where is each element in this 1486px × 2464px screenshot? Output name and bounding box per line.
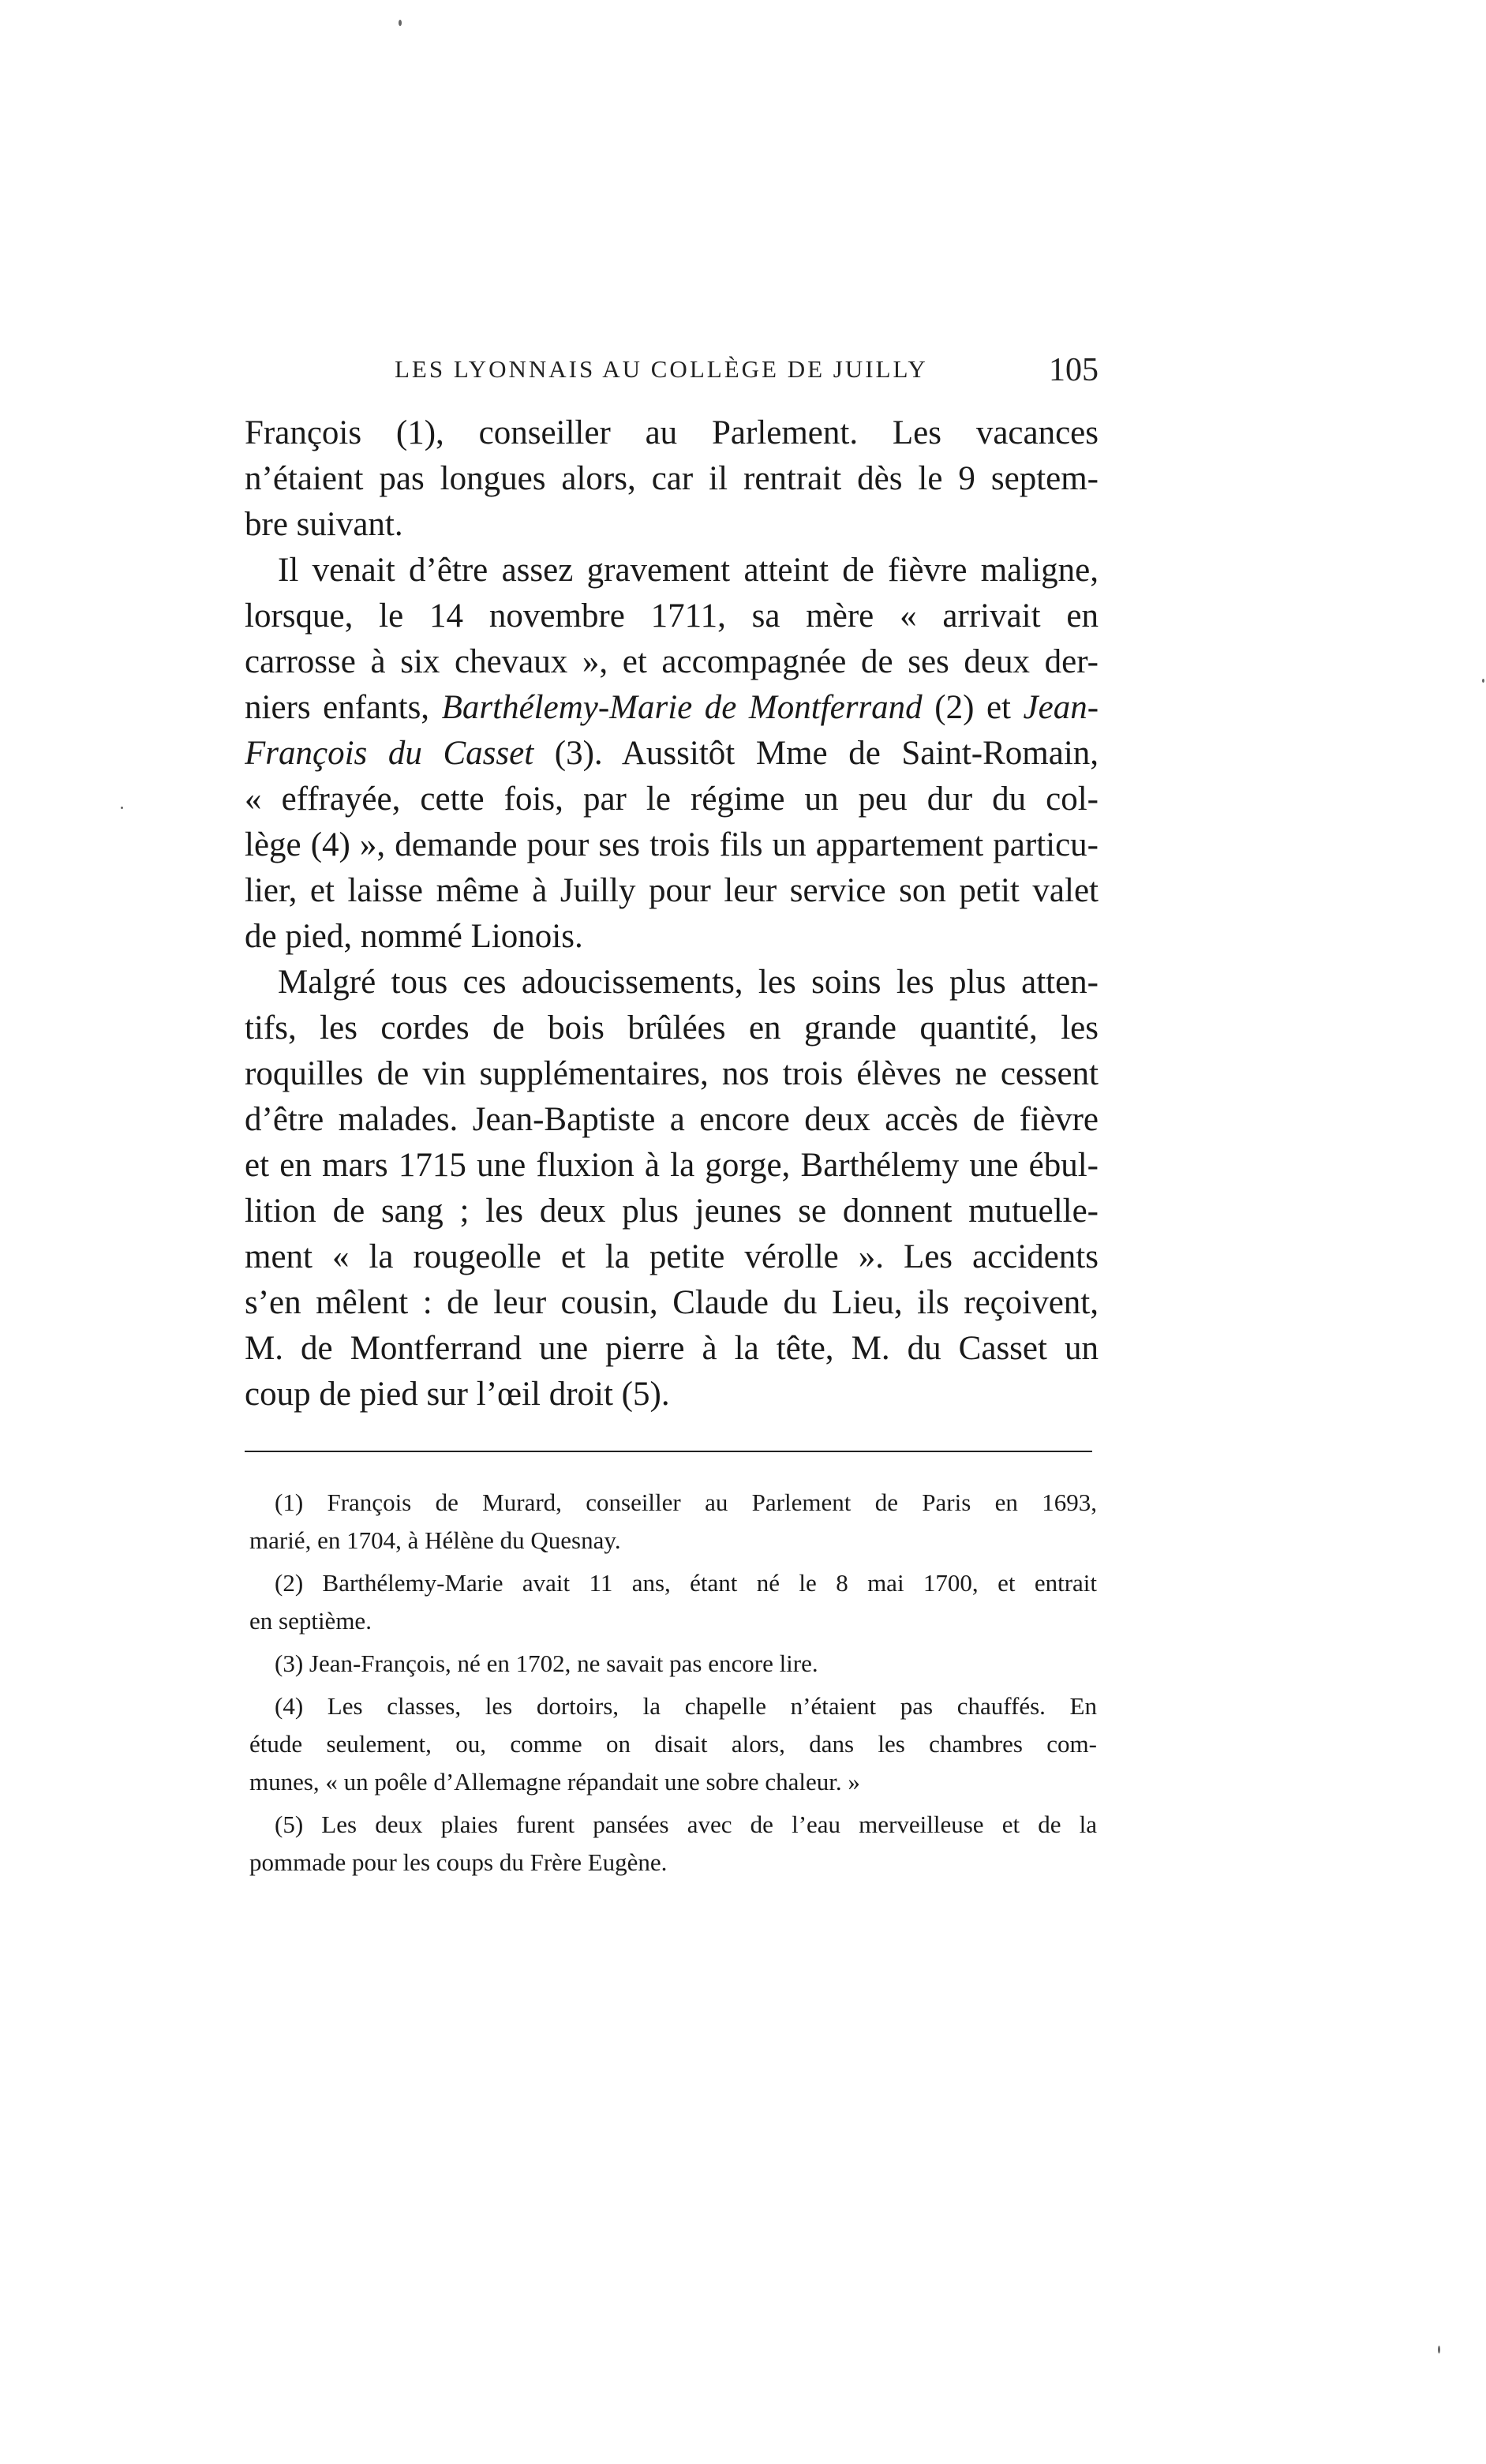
text-line: lier, et laisse même à Juilly pour leur service son petit valet: [245, 872, 1099, 909]
main-text: [245, 410, 1099, 1417]
italic-name: Jean-: [1023, 689, 1099, 726]
text-line: François (1), conseiller au Parlement. Les vacances: [245, 414, 1099, 451]
text-line: et en mars 1715 une fluxion à la gorge, Barthélemy une ébul-: [245, 1147, 1099, 1184]
footnote-rule: [245, 1451, 1092, 1452]
text-line: Malgré tous ces adoucissements, les soins les plus atten-: [278, 964, 1099, 1001]
text-line: [245, 731, 1099, 777]
text-line: lège (4) », demande pour ses trois fils un appartement particu-: [245, 826, 1099, 863]
footnote-line: (2) Barthélemy-Marie avait 11 ans, étant né le 8 mai 1700, et entrait: [275, 1569, 1097, 1597]
page-header: [245, 351, 1099, 399]
footnotes: [249, 1484, 1097, 1882]
paper-speck: [121, 807, 123, 809]
text-line: lorsque, le 14 novembre 1711, sa mère « arrivait en: [245, 597, 1099, 635]
italic-name: François du Casset: [245, 735, 534, 772]
footnote-line: (3) Jean-François, né en 1702, ne savait pas encore lire.: [275, 1650, 818, 1677]
footnote-line: (5) Les deux plaies furent pansées avec de l’eau merveilleuse et de la: [275, 1811, 1097, 1838]
running-title: LES LYONNAIS AU COLLÈGE DE JUILLY: [395, 355, 928, 383]
footnote-line: (1) François de Murard, conseiller au Parlement de Paris en 1693,: [275, 1489, 1097, 1516]
text-run: niers enfants,: [245, 689, 430, 726]
paper-speck: [1438, 2346, 1440, 2354]
text-line: bre suivant.: [245, 506, 403, 543]
footnote-line: (4) Les classes, les dortoirs, la chapelle n’étaient pas chauffés. En: [275, 1692, 1097, 1720]
text-line: ment « la rougeolle et la petite vérolle ». Les accidents: [245, 1238, 1099, 1275]
page-number: 105: [1049, 352, 1099, 388]
footnote-line: munes, « un poêle d’Allemagne répandait une sobre chaleur. »: [249, 1768, 860, 1796]
text-run: (3). Aussitôt Mme de Saint-Romain,: [554, 735, 1099, 772]
text-line: carrosse à six chevaux », et accompagnée de ses deux der-: [245, 643, 1099, 680]
footnote-line: pommade pour les coups du Frère Eugène.: [249, 1848, 668, 1876]
text-line: lition de sang ; les deux plus jeunes se donnent mutuelle-: [245, 1193, 1099, 1230]
text-line: coup de pied sur l’œil droit (5).: [245, 1376, 670, 1413]
text-line: « effrayée, cette fois, par le régime un peu dur du col-: [245, 781, 1099, 818]
footnote-line: en septième.: [249, 1607, 372, 1635]
text-run: (2) et: [934, 689, 1011, 726]
text-line: d’être malades. Jean-Baptiste a encore deux accès de fièvre: [245, 1101, 1099, 1138]
text-line: roquilles de vin supplémentaires, nos trois élèves ne cessent: [245, 1055, 1099, 1092]
text-line: Il venait d’être assez gravement atteint de fièvre maligne,: [278, 552, 1099, 589]
text-line: s’en mêlent : de leur cousin, Claude du Lieu, ils reçoivent,: [245, 1284, 1099, 1321]
italic-name: Barthélemy-Marie de Montferrand: [441, 689, 923, 726]
paper-speck: [399, 20, 402, 26]
text-line: n’étaient pas longues alors, car il rentrait dès le 9 septem-: [245, 460, 1099, 497]
footnote-line: marié, en 1704, à Hélène du Quesnay.: [249, 1526, 621, 1554]
text-line: M. de Montferrand une pierre à la tête, M. du Casset un: [245, 1330, 1099, 1367]
text-line: [245, 685, 1099, 731]
text-line: de pied, nommé Lionois.: [245, 918, 583, 955]
paper-speck: [1482, 679, 1484, 683]
text-line: tifs, les cordes de bois brûlées en grande quantité, les: [245, 1009, 1099, 1047]
footnote-line: étude seulement, ou, comme on disait alors, dans les chambres com-: [249, 1730, 1097, 1758]
